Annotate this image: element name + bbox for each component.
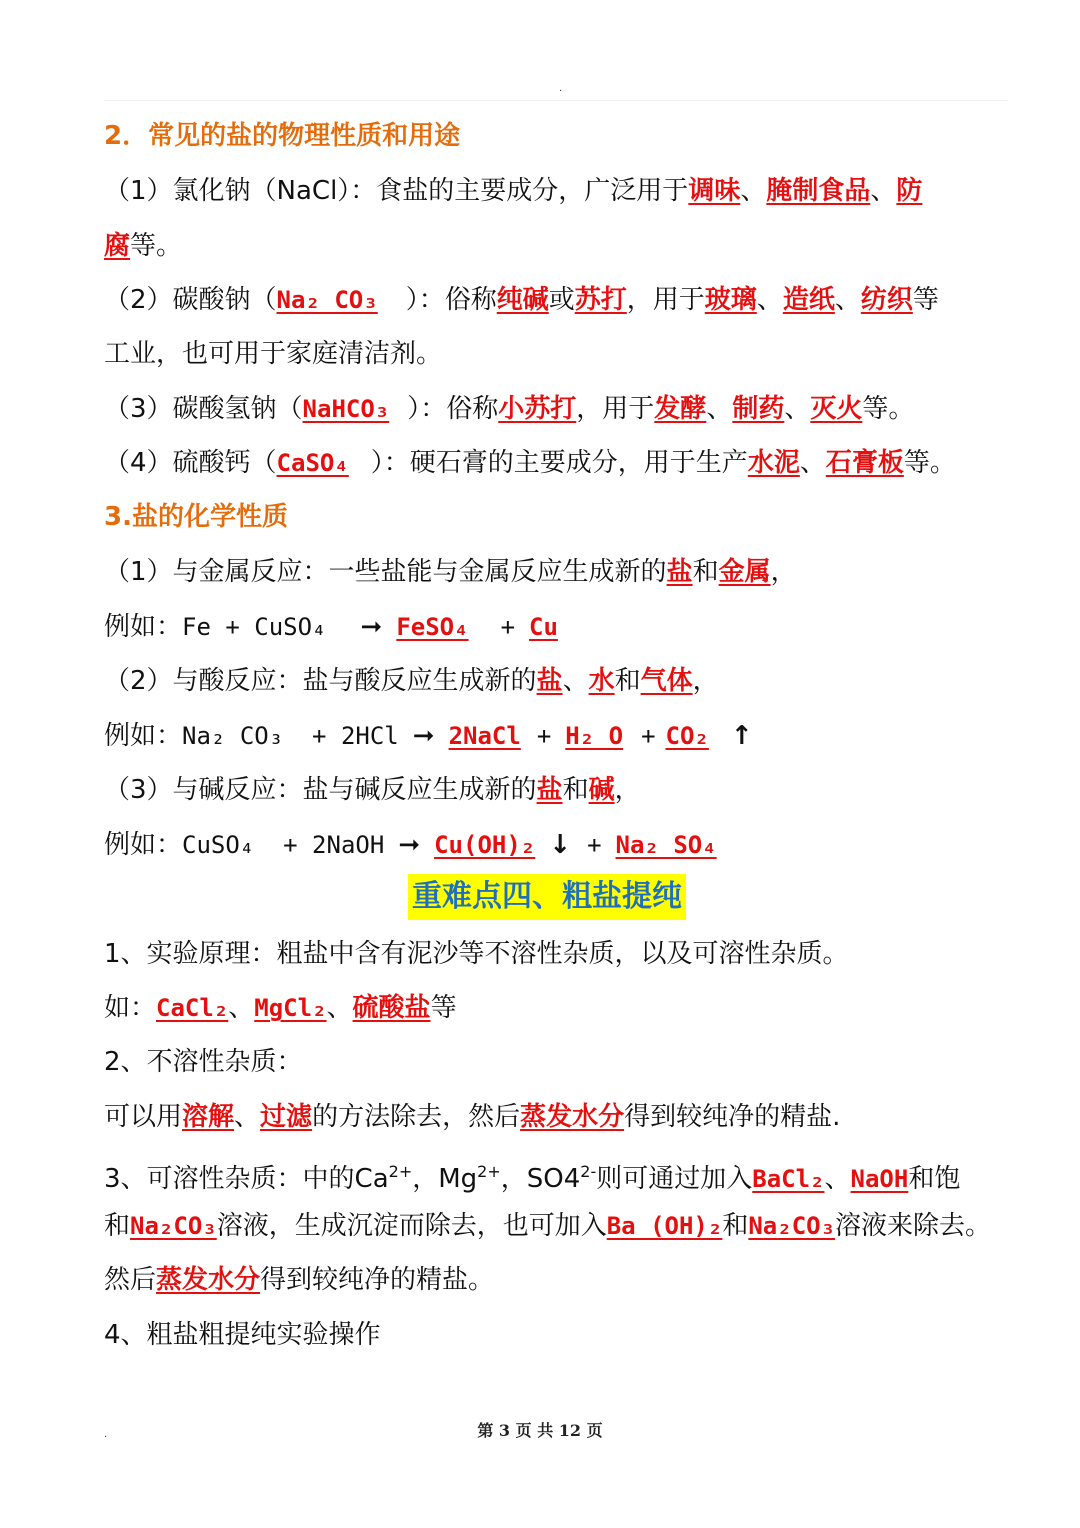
separator: 、 [756,285,783,315]
answer-water: 水 [588,666,615,696]
separator: 、 [234,1102,261,1132]
soluble-text: 和饱 [908,1164,961,1194]
reaction-base-text: （3）与碱反应：盐与碱反应生成新的 [104,775,537,805]
separator: 、 [784,394,811,424]
example-label: 例如： [104,612,183,642]
gas-up-arrow-icon: ↑ [730,721,753,751]
etc-text: 等 [430,993,457,1023]
separator: 、 [834,285,861,315]
answer-mgcl2: MgCl₂ [254,994,327,1022]
etc-text: 等。 [862,394,915,424]
separator: 、 [326,993,353,1023]
answer-base: 碱 [588,775,615,805]
answer-product-2: Na₂ SO₄ [615,831,717,859]
answer-soda-ash: 纯碱 [496,285,549,315]
soluble-line-3 [104,1260,1024,1300]
nahco3-prefix: （3）碳酸氢钠（ [104,394,303,424]
method-text: 的方法除去，然后 [312,1102,521,1132]
soluble-text: 溶液，生成沉淀而除去，也可加入 [216,1211,607,1241]
answer-caso4-formula: CaSO₄ [276,449,349,477]
reaction-acid-line [104,661,1024,701]
plus-sign: + [536,722,552,750]
arrow-icon: ➞ [412,721,435,751]
example-label: 如： [104,993,157,1023]
reaction-metal-text: （1）与金属反应：一些盐能与金属反应生成新的 [104,557,667,587]
or-text: 或 [548,285,575,315]
soluble-text: 则可通过加入 [596,1164,753,1194]
separator: 、 [799,448,826,478]
answer-dissolve: 溶解 [182,1102,235,1132]
caso4-prefix: （4）硫酸钙（ [104,448,277,478]
soluble-text: ，SO4 [500,1164,581,1194]
method-text: 可以用 [104,1102,183,1132]
section-4-title: 重难点四、粗盐提纯 [408,874,686,920]
answer-metal: 金属 [718,557,771,587]
answer-nahco3-formula: NaHCO₃ [302,395,390,423]
na2co3-prefix: （2）碳酸钠（ [104,285,277,315]
answer-glass: 玻璃 [704,285,757,315]
answer-salt: 盐 [666,557,693,587]
na2co3-line-1 [104,280,1024,320]
separator: 、 [870,176,897,206]
plus-sign: + [587,831,602,859]
soluble-line-1 [104,1152,1024,1192]
answer-preservation-part1: 防 [896,176,923,206]
answer-textile: 纺织 [860,285,913,315]
answer-product-1: FeSO₄ [396,613,469,641]
plus-sign: + [500,613,516,641]
operation-heading-line: 4、粗盐粗提纯实验操作 [104,1320,381,1350]
answer-paper: 造纸 [782,285,835,315]
soluble-text: 和 [722,1211,749,1241]
nacl-end: 等。 [130,231,183,261]
answer-evaporate: 蒸发水分 [156,1265,261,1295]
answer-salt: 盐 [536,666,563,696]
equation-reactants: CuSO₄ + 2NaOH [182,831,385,859]
charge-superscript: 2+ [388,1162,413,1181]
answer-fire-extinguishing: 灭火 [810,394,863,424]
impurity-examples-line [104,988,1024,1028]
soluble-text: 溶液来除去。 [835,1211,992,1241]
plus-sign: + [641,722,656,750]
answer-fermentation: 发酵 [654,394,707,424]
section-3-heading: 3.盐的化学性质 [104,502,288,532]
nacl-line-1 [104,171,1024,211]
answer-salt: 盐 [536,775,563,805]
insoluble-heading-line: 2、不溶性杂质： [104,1047,303,1077]
comma: ， [770,557,797,587]
and-text: 和 [562,775,589,805]
method-text: 得到较纯净的精盐. [624,1102,841,1132]
answer-product-2: H₂ O [565,722,624,750]
comma: ， [692,666,719,696]
example-metal-line [104,607,1024,647]
answer-product-2: Cu [529,613,558,641]
arrow-icon: ➞ [398,830,421,860]
example-label: 例如： [104,830,183,860]
answer-filter: 过滤 [260,1102,313,1132]
caso4-text: ）：硬石膏的主要成分，用于生产 [370,448,748,478]
header-dot: . [559,83,563,94]
separator: 、 [740,176,767,206]
answer-naoh: NaOH [850,1165,909,1193]
principle-line: 1、实验原理：粗盐中含有泥沙等不溶性杂质，以及可溶性杂质。 [104,939,849,969]
separator: 、 [562,666,589,696]
reaction-base-line [104,770,1024,810]
equation-reactants: Na₂ CO₃ + 2HCl [182,722,399,750]
arrow-icon: ➞ [360,612,383,642]
answer-product-1: Cu(OH)₂ [434,831,536,859]
caso4-line [104,443,1024,483]
separator: 、 [228,993,255,1023]
answer-preservation-part2: 腐 [104,231,131,261]
etc-text: 等 [912,285,939,315]
answer-seasoning: 调味 [688,176,741,206]
answer-baking-soda: 小苏打 [498,394,577,424]
na2co3-alias-text: ）：俗称 [405,285,497,315]
answer-baoh2: Ba (OH)₂ [606,1212,723,1240]
page-number [0,1418,1080,1441]
answer-soda: 苏打 [574,285,627,315]
soluble-text: 和 [104,1211,131,1241]
answer-na2co3: Na₂CO₃ [130,1212,217,1240]
example-acid-line [104,716,1024,756]
charge-superscript: 2+ [477,1162,501,1181]
answer-product-1: 2NaCl [448,722,521,750]
nacl-text: （1）氯化钠（NaCl）：食盐的主要成分，广泛用于 [104,176,689,206]
answer-evaporate: 蒸发水分 [520,1102,625,1132]
nahco3-line [104,389,1024,429]
soluble-text: 3、可溶性杂质：中的Ca [104,1164,389,1194]
answer-product-3: CO₂ [665,722,709,750]
section-2-heading: 2．常见的盐的物理性质和用途 [104,121,461,151]
equation-reactants: Fe + CuSO₄ [182,613,327,641]
answer-bacl2: BaCl₂ [752,1165,825,1193]
comma: ， [614,775,641,805]
insoluble-method-line [104,1097,1024,1137]
separator: 、 [824,1164,851,1194]
answer-na2co3-formula: Na₂ CO₃ [276,286,378,314]
answer-na2co3: Na₂CO₃ [748,1212,836,1240]
precipitate-down-arrow-icon: ↓ [549,830,572,860]
answer-sulfates: 硫酸盐 [352,993,431,1023]
etc-text: 等。 [903,448,956,478]
separator: 、 [706,394,733,424]
footer-dot: . [104,1429,108,1440]
answer-gas: 气体 [640,666,693,696]
na2co3-line-2: 工业，也可用于家庭清洁剂。 [104,339,443,369]
answer-cacl2: CaCl₂ [156,994,229,1022]
page-number-text: 第 3 页 共 12 页 [477,1421,603,1440]
answer-pickling: 腌制食品 [766,176,871,206]
reaction-acid-text: （2）与酸反应：盐与酸反应生成新的 [104,666,537,696]
soluble-text: 然后 [104,1265,157,1295]
nahco3-alias-text: ）：俗称 [407,394,499,424]
charge-superscript: 2- [580,1162,597,1181]
soluble-line-2 [104,1206,1024,1246]
soluble-text: ，Mg [412,1164,478,1194]
nacl-line-2 [104,226,1024,266]
soluble-text: 得到较纯净的精盐。 [260,1265,495,1295]
header-rule [104,100,1008,101]
uses-text: ，用于 [626,285,705,315]
reaction-metal-line [104,552,1024,592]
and-text: 和 [692,557,719,587]
answer-gypsum-board: 石膏板 [825,448,904,478]
uses-text: ，用于 [576,394,655,424]
example-label: 例如： [104,721,183,751]
answer-cement: 水泥 [747,448,800,478]
answer-pharmacy: 制药 [732,394,785,424]
and-text: 和 [614,666,641,696]
example-base-line [104,825,1024,865]
